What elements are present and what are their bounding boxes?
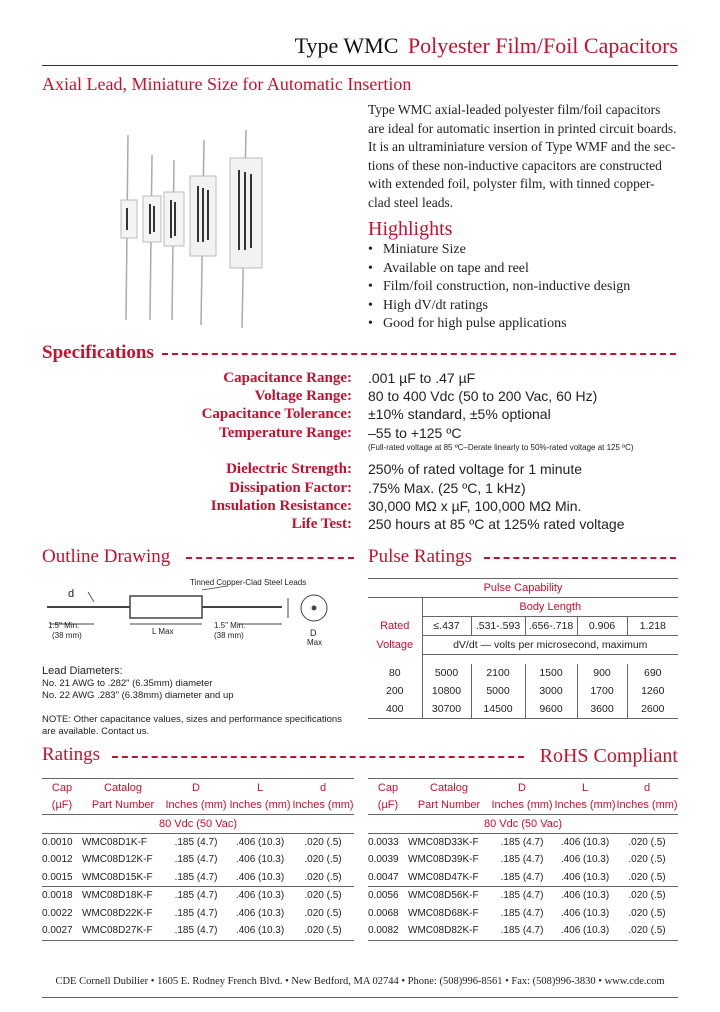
pulse-value: 900 — [577, 664, 627, 682]
ratings-table-right — [368, 778, 678, 941]
intro-line: tions of these non-inductive capacitors are constructed — [368, 157, 662, 173]
intro-line: are ideal for automatic insertion in printed circuit boards. — [368, 120, 677, 136]
column-header: Catalog — [430, 781, 468, 794]
pulse-value: 1500 — [525, 664, 577, 682]
table-row: 0.0056 WMC08D56K-F .185 (4.7) .406 (10.3) .020 (.5) — [368, 890, 666, 902]
pulse-table — [368, 578, 678, 719]
spec-row: Dielectric Strength: 250% of rated voltage for 1 minute — [226, 461, 583, 477]
pulse-value: 9600 — [525, 700, 577, 719]
ratings-title: Ratings — [42, 744, 101, 765]
header-rule — [42, 65, 678, 66]
spec-row: Dissipation Factor: .75% Max. (25 ºC, 1 kHz) — [229, 480, 526, 496]
table-row: 0.0033 WMC08D33K-F .185 (4.7) .406 (10.3) .020 (.5) — [368, 836, 666, 848]
lead-diameters-title: Lead Diameters: — [42, 665, 123, 677]
spec-row: Capacitance Tolerance: ±10% standard, ±5% optional — [201, 406, 551, 422]
pulse-value: 14500 — [471, 700, 525, 719]
column-header: D — [518, 781, 526, 794]
list-item: • Available on tape and reel — [368, 260, 529, 276]
body-diameter-symbol: D — [310, 628, 317, 638]
body-length-cell: 1.218 — [627, 617, 678, 636]
column-header: (µF) — [51, 799, 73, 812]
pulse-value: 10800 — [422, 682, 471, 700]
note-line: are available. Contact us. — [42, 726, 150, 737]
column-header: Cap — [377, 781, 399, 794]
divider — [112, 756, 524, 758]
lead-diameters — [42, 664, 234, 702]
pulse-title: Pulse Ratings — [368, 546, 472, 567]
column-header: Inches (mm) — [491, 799, 553, 812]
body-diameter-max: Max — [307, 638, 323, 647]
divider — [162, 353, 676, 355]
table-row: 0.0022 WMC08D22K-F .185 (4.7) .406 (10.3) .020 (.5) — [42, 907, 342, 919]
temperature-note: (Full-rated voltage at 85 ºC–Derate linearly to 50%-rated voltage at 125 ºC) — [368, 443, 634, 452]
column-header: d — [643, 781, 651, 794]
spec-row: Insulation Resistance: 30,000 MΩ x µF, 100,000 MΩ Min. — [210, 498, 582, 514]
intro-line: It is an ultraminiature version of Type WMF and the sec- — [368, 139, 676, 155]
page-subtitle: Axial Lead, Miniature Size for Automatic Insertion — [42, 74, 412, 94]
intro-paragraph — [368, 101, 680, 213]
spec-row: Voltage Range: 80 to 400 Vdc (50 to 200 Vac, 60 Hz) — [254, 388, 598, 404]
column-header: Part Number — [417, 799, 481, 812]
body-length-cell: 0.906 — [577, 617, 627, 636]
pulse-value: 30700 — [422, 700, 471, 719]
table-row: 0.0082 WMC08D82K-F .185 (4.7) .406 (10.3) .020 (.5) — [368, 925, 666, 937]
highlights-title: Highlights — [368, 218, 453, 240]
pulse-voltage: 80 — [388, 666, 401, 679]
leads-label: Tinned Copper-Clad Steel Leads — [190, 578, 307, 587]
divider — [186, 557, 354, 559]
pulse-voltage: 400 — [368, 700, 422, 719]
table-row: 0.0015 WMC08D15K-F .185 (4.7) .406 (10.3) .020 (.5) — [42, 869, 354, 887]
pulse-value: 5000 — [471, 682, 525, 700]
right-lead-dimension: 1.5" Min. — [214, 621, 246, 630]
outline-drawing — [42, 578, 362, 650]
list-item: • Miniature Size — [368, 242, 466, 257]
pulse-value: 690 — [627, 664, 678, 682]
column-header: Inches (mm) — [554, 799, 616, 812]
body-length-label: L Max — [152, 627, 174, 636]
table-row: 0.0027 WMC08D27K-F .185 (4.7) .406 (10.3) .020 (.5) — [42, 925, 342, 937]
lead-diameter-symbol: d — [68, 588, 75, 600]
intro-line: with extended foil, polyster film, with tinned copper- — [368, 176, 655, 192]
column-header: d — [319, 781, 327, 794]
ratings-table-left — [42, 778, 354, 941]
capacitor-photo — [108, 130, 286, 330]
spec-row: Capacitance Range: .001 µF to .47 µF — [223, 370, 476, 386]
pulse-voltage: 200 — [385, 684, 404, 697]
column-header: Inches (mm) — [616, 799, 678, 812]
column-header: Inches (mm) — [229, 799, 291, 812]
table-row: 0.0012 WMC08D12K-F .185 (4.7) .406 (10.3) .020 (.5) — [42, 854, 342, 866]
note-line: NOTE: Other capacitance values, sizes and performance specifications — [42, 714, 342, 725]
lead-diameter-line: No. 22 AWG .283" (6.38mm) diameter and up — [42, 690, 234, 701]
outline-note — [42, 714, 342, 738]
body-length-cell: .531-.593 — [471, 617, 525, 636]
pulse-value: 2600 — [627, 700, 678, 719]
table-row: 0.0068 WMC08D68K-F .185 (4.7) .406 (10.3) .020 (.5) — [368, 907, 666, 919]
spec-row: Life Test: 250 hours at 85 ºC at 125% rated voltage — [291, 516, 625, 532]
dvdt-unit-label: dV/dt — volts per microsecond, maximum — [422, 636, 678, 655]
intro-line: Type WMC axial-leaded polyester film/foil capacitors — [368, 102, 661, 117]
pulse-cell — [422, 655, 678, 664]
table-row: 0.0010 WMC08D1K-F .185 (4.7) .406 (10.3) .020 (.5) — [42, 836, 342, 848]
rohs-label: RoHS Compliant — [539, 745, 678, 767]
pulse-value: 5000 — [422, 664, 471, 682]
pulse-value: 1260 — [627, 682, 678, 700]
footer-text: CDE Cornell Dubilier • 1605 E. Rodney French Blvd. • New Bedford, MA 02744 • Phone: (508)996-8561 • Fax: (508)996-3830 • www.cde.com — [55, 976, 665, 987]
left-lead-dimension-mm: (38 mm) — [52, 631, 82, 640]
lead-diameter-line: No. 21 AWG to .282" (6.35mm) diameter — [42, 678, 213, 689]
pulse-capability-header: Pulse Capability — [368, 579, 678, 598]
column-header: (µF) — [377, 799, 399, 812]
left-lead-dimension: 1.5" Min. — [48, 621, 80, 630]
pulse-value: 3000 — [525, 682, 577, 700]
pulse-value: 2100 — [471, 664, 525, 682]
intro-line: clad steel leads. — [368, 194, 454, 210]
type-label: Type WMC — [294, 33, 399, 58]
body-length-header: Body Length — [422, 598, 678, 617]
voltage-label: Voltage — [376, 639, 414, 651]
spec-row: Temperature Range: –55 to +125 ºC — [219, 425, 462, 441]
list-item: • Film/foil construction, non-inductive design — [368, 279, 631, 294]
pulse-cell — [368, 655, 422, 664]
pulse-value: 3600 — [577, 700, 627, 719]
list-item: • High dV/dt ratings — [368, 297, 488, 313]
table-row: 0.0018 WMC08D18K-F .185 (4.7) .406 (10.3) .020 (.5) — [42, 890, 342, 902]
right-lead-dimension-mm: (38 mm) — [214, 631, 244, 640]
table-row: 0.0039 WMC08D39K-F .185 (4.7) .406 (10.3) .020 (.5) — [368, 854, 666, 866]
column-header: L — [581, 781, 589, 794]
voltage-group-label: 80 Vdc (50 Vac) — [158, 817, 238, 830]
column-header: L — [256, 781, 264, 794]
body-length-cell: ≤.437 — [422, 617, 471, 636]
footer-rule — [42, 997, 678, 998]
specifications-title: Specifications — [42, 342, 154, 363]
column-header: D — [192, 781, 200, 794]
table-row: 0.0047 WMC08D47K-F .185 (4.7) .406 (10.3) .020 (.5) — [368, 869, 678, 887]
column-header: Catalog — [104, 781, 142, 794]
column-header: Cap — [51, 781, 73, 794]
list-item: • Good for high pulse applications — [368, 316, 567, 331]
highlights-list — [368, 242, 630, 335]
rated-label: Rated — [380, 620, 410, 632]
column-header: Inches (mm) — [292, 799, 354, 812]
column-header: Inches (mm) — [165, 799, 227, 812]
column-header: Part Number — [91, 799, 155, 812]
voltage-group-label: 80 Vdc (50 Vac) — [483, 817, 563, 830]
outline-title: Outline Drawing — [42, 546, 171, 567]
divider — [484, 557, 676, 559]
body-length-cell: .656-.718 — [525, 617, 577, 636]
pulse-cell — [368, 598, 422, 617]
product-title: Polyester Film/Foil Capacitors — [407, 33, 678, 58]
pulse-value: 1700 — [577, 682, 627, 700]
page-header — [295, 33, 678, 59]
